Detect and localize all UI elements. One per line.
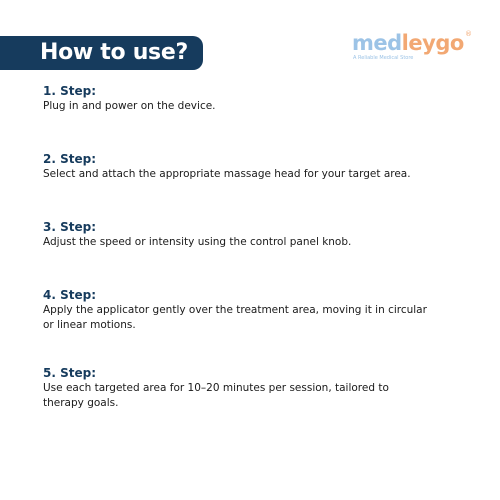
brand-logo — [352, 30, 472, 66]
step-text: Apply the applicator gently over the treatment area, moving it in circular or linear motions. — [43, 304, 427, 331]
step-text: Plug in and power on the device. — [43, 100, 216, 112]
step-1 — [43, 84, 463, 114]
step-title: 2. Step: — [43, 152, 96, 166]
logo-tagline: A Reliable Medical Store — [353, 55, 414, 61]
step-3 — [43, 220, 463, 250]
logo-text-part1: med — [352, 31, 402, 55]
step-text: Use each targeted area for 10–20 minutes per session, tailored to therapy goals. — [43, 382, 389, 409]
step-title: 5. Step: — [43, 366, 96, 380]
step-title: 1. Step: — [43, 84, 96, 98]
step-4 — [43, 288, 433, 333]
page-title: How to use? — [0, 36, 203, 70]
step-text: Adjust the speed or intensity using the control panel knob. — [43, 236, 352, 248]
logo-text-part3: go — [435, 31, 464, 55]
logo-wordmark — [352, 30, 464, 56]
step-title: 4. Step: — [43, 288, 96, 302]
logo-text-part2: ley — [401, 31, 436, 55]
step-title: 3. Step: — [43, 220, 96, 234]
step-text: Select and attach the appropriate massage head for your target area. — [43, 168, 411, 180]
registered-mark: ® — [465, 30, 472, 38]
step-2 — [43, 152, 463, 182]
step-5 — [43, 366, 403, 411]
